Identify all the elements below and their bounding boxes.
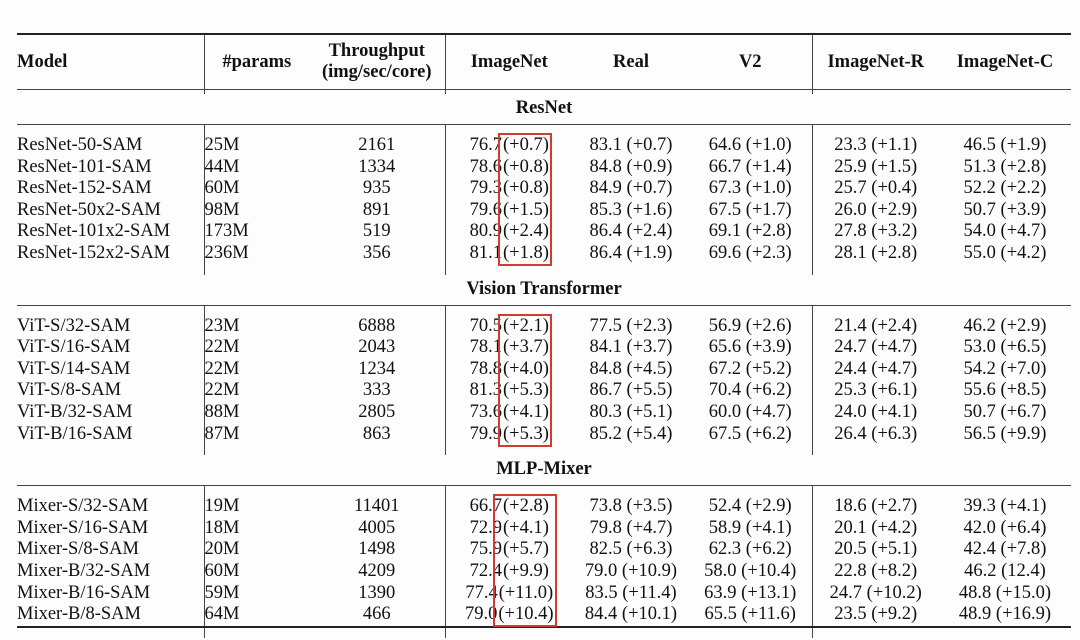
imagenet-value: 80.9 bbox=[469, 221, 502, 242]
spacer-cell bbox=[689, 486, 812, 497]
throughput-line-1: Throughput bbox=[328, 41, 425, 61]
imagenet-r-cell: 28.1 (+2.8) bbox=[834, 242, 918, 263]
results-table bbox=[17, 33, 1071, 638]
v2-cell: 60.0 (+4.7) bbox=[689, 402, 812, 424]
imagenet-r-cell: 20.5 (+5.1) bbox=[834, 539, 918, 560]
v2-cell: 62.3 (+6.2) bbox=[689, 539, 812, 561]
imagenet-value: 79.9 bbox=[469, 423, 502, 444]
model-cell: ResNet-101x2-SAM bbox=[17, 221, 204, 243]
throughput-cell: 4005 bbox=[309, 518, 445, 540]
col-header-model: Model bbox=[17, 34, 204, 90]
imagenet-delta: (+2.1) bbox=[502, 315, 549, 336]
imagenet-delta: (+9.9) bbox=[502, 560, 549, 581]
model-cell: ViT-S/32-SAM bbox=[17, 316, 204, 338]
imagenet-value: 78.8 bbox=[469, 358, 502, 379]
params-cell: 87M bbox=[204, 423, 240, 444]
imagenet-c-cell: 54.0 (+4.7) bbox=[963, 221, 1047, 242]
spacer-cell bbox=[939, 125, 1071, 136]
params-cell: 173M bbox=[204, 221, 249, 242]
model-cell: Mixer-B/16-SAM bbox=[17, 583, 204, 605]
spacer-cell bbox=[445, 125, 573, 136]
imagenet-cell bbox=[445, 200, 573, 222]
spacer-cell bbox=[689, 627, 812, 638]
section-title: MLP-Mixer bbox=[17, 455, 1071, 486]
real-cell: 83.1 (+0.7) bbox=[589, 135, 673, 155]
section-title: ResNet bbox=[17, 94, 1071, 125]
section-row bbox=[17, 275, 1071, 306]
real-cell: 85.3 (+1.6) bbox=[589, 199, 673, 220]
params-cell: 60M bbox=[204, 560, 240, 581]
imagenet-delta: (+0.7) bbox=[502, 135, 549, 155]
v2-cell: 52.4 (+2.9) bbox=[689, 496, 812, 518]
imagenet-cell bbox=[445, 561, 573, 583]
throughput-cell: 4209 bbox=[309, 561, 445, 583]
throughput-cell: 1334 bbox=[309, 157, 445, 179]
real-cell: 80.3 (+5.1) bbox=[589, 401, 673, 422]
imagenet-cell bbox=[445, 337, 573, 359]
imagenet-value: 77.4 bbox=[465, 582, 498, 603]
imagenet-delta: (+4.1) bbox=[502, 401, 549, 422]
v2-cell: 67.2 (+5.2) bbox=[689, 359, 812, 381]
spacer-cell bbox=[445, 445, 573, 455]
model-cell: Mixer-S/32-SAM bbox=[17, 496, 204, 518]
real-cell: 86.7 (+5.5) bbox=[589, 380, 673, 401]
spacer-cell bbox=[309, 445, 445, 455]
imagenet-c-cell: 42.4 (+7.8) bbox=[963, 539, 1047, 560]
spacer-cell bbox=[204, 125, 309, 136]
params-cell: 236M bbox=[204, 242, 249, 263]
real-cell: 84.8 (+4.5) bbox=[589, 358, 673, 379]
imagenet-cell bbox=[445, 221, 573, 243]
col-header-imagenet-c: ImageNet-C bbox=[939, 34, 1071, 90]
imagenet-cell bbox=[445, 178, 573, 200]
model-cell: Mixer-B/8-SAM bbox=[17, 604, 204, 627]
throughput-cell: 2805 bbox=[309, 402, 445, 424]
imagenet-c-cell: 51.3 (+2.8) bbox=[963, 156, 1047, 177]
table-row bbox=[17, 135, 1071, 157]
model-cell: ViT-B/16-SAM bbox=[17, 424, 204, 446]
spacer-cell bbox=[309, 305, 445, 316]
spacer-cell bbox=[17, 305, 204, 316]
imagenet-r-cell: 24.7 (+10.2) bbox=[829, 582, 922, 603]
imagenet-delta: (+2.8) bbox=[502, 496, 549, 517]
params-cell: 88M bbox=[204, 401, 240, 422]
table-row bbox=[17, 316, 1071, 338]
imagenet-delta: (+5.3) bbox=[502, 380, 549, 401]
table-end-gap bbox=[17, 627, 1071, 638]
params-cell: 22M bbox=[204, 358, 240, 379]
imagenet-delta: (+0.8) bbox=[502, 178, 549, 199]
throughput-cell: 356 bbox=[309, 243, 445, 265]
imagenet-delta: (+1.5) bbox=[502, 199, 549, 220]
imagenet-c-cell: 54.2 (+7.0) bbox=[963, 358, 1047, 379]
spacer-cell bbox=[939, 627, 1071, 638]
imagenet-cell bbox=[445, 380, 573, 402]
params-cell: 20M bbox=[204, 539, 240, 560]
table-row bbox=[17, 583, 1071, 605]
throughput-cell: 863 bbox=[309, 424, 445, 446]
real-cell: 77.5 (+2.3) bbox=[589, 315, 673, 336]
imagenet-delta: (+11.0) bbox=[498, 582, 554, 603]
spacer-cell bbox=[573, 445, 689, 455]
imagenet-cell bbox=[445, 496, 573, 518]
imagenet-value: 79.3 bbox=[469, 178, 502, 199]
spacer-cell bbox=[445, 305, 573, 316]
imagenet-r-cell: 25.7 (+0.4) bbox=[834, 178, 918, 199]
model-cell: Mixer-S/16-SAM bbox=[17, 518, 204, 540]
params-cell: 59M bbox=[204, 582, 240, 603]
throughput-cell: 466 bbox=[309, 604, 445, 627]
section-row bbox=[17, 455, 1071, 486]
imagenet-c-cell: 46.5 (+1.9) bbox=[963, 135, 1047, 155]
imagenet-r-cell: 25.3 (+6.1) bbox=[834, 380, 918, 401]
model-cell: ResNet-152-SAM bbox=[17, 178, 204, 200]
spacer-cell bbox=[204, 486, 309, 497]
model-cell: ViT-S/16-SAM bbox=[17, 337, 204, 359]
spacer-cell bbox=[204, 627, 309, 638]
section-gap bbox=[17, 445, 1071, 455]
real-cell: 79.0 (+10.9) bbox=[584, 560, 678, 581]
throughput-cell: 1498 bbox=[309, 539, 445, 561]
throughput-cell: 891 bbox=[309, 200, 445, 222]
model-cell: ViT-S/8-SAM bbox=[17, 380, 204, 402]
table-row bbox=[17, 539, 1071, 561]
throughput-cell: 1390 bbox=[309, 583, 445, 605]
imagenet-c-cell: 39.3 (+4.1) bbox=[963, 496, 1047, 517]
model-cell: ResNet-152x2-SAM bbox=[17, 243, 204, 265]
imagenet-value: 78.1 bbox=[469, 337, 502, 358]
real-cell: 73.8 (+3.5) bbox=[589, 496, 673, 517]
params-cell: 98M bbox=[204, 199, 240, 220]
imagenet-cell bbox=[445, 583, 573, 605]
col-header-throughput bbox=[309, 34, 445, 90]
spacer-cell bbox=[689, 125, 812, 136]
real-cell: 85.2 (+5.4) bbox=[589, 423, 673, 444]
table-row bbox=[17, 518, 1071, 540]
table-body bbox=[17, 90, 1071, 638]
spacer-cell bbox=[689, 445, 812, 455]
imagenet-delta: (+5.7) bbox=[502, 539, 549, 560]
model-cell: ResNet-50x2-SAM bbox=[17, 200, 204, 222]
imagenet-r-cell: 23.3 (+1.1) bbox=[834, 135, 918, 155]
real-cell: 84.1 (+3.7) bbox=[589, 337, 673, 358]
spacer-cell bbox=[939, 486, 1071, 497]
v2-cell: 69.1 (+2.8) bbox=[689, 221, 812, 243]
throughput-cell: 2161 bbox=[309, 135, 445, 157]
v2-cell: 69.6 (+2.3) bbox=[689, 243, 812, 265]
spacer-cell bbox=[812, 445, 939, 455]
table-row bbox=[17, 380, 1071, 402]
params-cell: 19M bbox=[204, 496, 240, 517]
real-cell: 79.8 (+4.7) bbox=[589, 517, 673, 538]
imagenet-c-cell: 50.7 (+6.7) bbox=[963, 401, 1047, 422]
v2-cell: 64.6 (+1.0) bbox=[689, 135, 812, 157]
table-row bbox=[17, 337, 1071, 359]
table-row bbox=[17, 604, 1071, 627]
imagenet-r-cell: 27.8 (+3.2) bbox=[834, 221, 918, 242]
imagenet-cell bbox=[445, 359, 573, 381]
imagenet-c-cell: 53.0 (+6.5) bbox=[963, 337, 1047, 358]
throughput-cell: 1234 bbox=[309, 359, 445, 381]
imagenet-r-cell: 22.8 (+8.2) bbox=[834, 560, 918, 581]
imagenet-value: 73.6 bbox=[469, 401, 502, 422]
col-header-params: #params bbox=[204, 34, 309, 90]
imagenet-cell bbox=[445, 424, 573, 446]
imagenet-delta: (+10.4) bbox=[498, 604, 554, 625]
v2-cell: 67.5 (+6.2) bbox=[689, 424, 812, 446]
imagenet-cell bbox=[445, 402, 573, 424]
v2-cell: 63.9 (+13.1) bbox=[689, 583, 812, 605]
real-cell: 82.5 (+6.3) bbox=[589, 539, 673, 560]
imagenet-r-cell: 24.4 (+4.7) bbox=[834, 358, 918, 379]
params-cell: 44M bbox=[204, 156, 240, 177]
model-cell: ResNet-50-SAM bbox=[17, 135, 204, 157]
params-cell: 60M bbox=[204, 178, 240, 199]
model-cell: Mixer-S/8-SAM bbox=[17, 539, 204, 561]
section-title: Vision Transformer bbox=[17, 275, 1071, 306]
spacer-cell bbox=[309, 265, 445, 275]
imagenet-value: 79.6 bbox=[469, 199, 502, 220]
model-cell: Mixer-B/32-SAM bbox=[17, 561, 204, 583]
imagenet-value: 75.9 bbox=[469, 539, 502, 560]
spacer-cell bbox=[939, 265, 1071, 275]
spacer-cell bbox=[573, 265, 689, 275]
spacer-cell bbox=[445, 265, 573, 275]
imagenet-r-cell: 26.4 (+6.3) bbox=[834, 423, 918, 444]
imagenet-delta: (+1.8) bbox=[502, 242, 549, 263]
imagenet-r-cell: 26.0 (+2.9) bbox=[834, 199, 918, 220]
imagenet-delta: (+0.8) bbox=[502, 156, 549, 177]
table-row bbox=[17, 424, 1071, 446]
section-row bbox=[17, 94, 1071, 125]
v2-cell: 58.9 (+4.1) bbox=[689, 518, 812, 540]
col-header-imagenet-r: ImageNet-R bbox=[812, 34, 939, 90]
imagenet-c-cell: 46.2 (12.4) bbox=[964, 560, 1046, 581]
spacer-cell bbox=[573, 305, 689, 316]
imagenet-c-cell: 48.9 (+16.9) bbox=[939, 604, 1071, 627]
params-cell: 25M bbox=[204, 135, 240, 155]
v2-cell: 65.5 (+11.6) bbox=[689, 604, 812, 627]
imagenet-r-cell: 23.5 (+9.2) bbox=[812, 604, 939, 627]
imagenet-value: 81.3 bbox=[469, 380, 502, 401]
real-cell: 83.5 (+11.4) bbox=[585, 582, 677, 603]
spacer-cell bbox=[204, 305, 309, 316]
throughput-cell: 519 bbox=[309, 221, 445, 243]
spacer-cell bbox=[812, 265, 939, 275]
spacer-cell bbox=[17, 445, 204, 455]
imagenet-c-cell: 56.5 (+9.9) bbox=[963, 423, 1047, 444]
real-cell: 86.4 (+1.9) bbox=[589, 242, 673, 263]
imagenet-cell bbox=[445, 157, 573, 179]
imagenet-cell bbox=[445, 135, 573, 157]
throughput-cell: 333 bbox=[309, 380, 445, 402]
spacer-cell bbox=[309, 486, 445, 497]
throughput-line-2: (img/sec/core) bbox=[321, 62, 432, 82]
table-row bbox=[17, 157, 1071, 179]
imagenet-value: 72.9 bbox=[469, 517, 502, 538]
real-cell: 84.8 (+0.9) bbox=[589, 156, 673, 177]
v2-cell: 67.5 (+1.7) bbox=[689, 200, 812, 222]
params-cell: 18M bbox=[204, 517, 240, 538]
imagenet-c-cell: 48.8 (+15.0) bbox=[958, 582, 1052, 603]
imagenet-r-cell: 21.4 (+2.4) bbox=[834, 315, 918, 336]
imagenet-cell bbox=[445, 604, 573, 627]
section-gap bbox=[17, 486, 1071, 497]
spacer-cell bbox=[812, 486, 939, 497]
table-row bbox=[17, 359, 1071, 381]
spacer-cell bbox=[445, 627, 573, 638]
section-gap bbox=[17, 265, 1071, 275]
throughput-cell: 11401 bbox=[309, 496, 445, 518]
col-header-v2: V2 bbox=[689, 34, 812, 90]
imagenet-value: 78.6 bbox=[469, 156, 502, 177]
spacer-cell bbox=[309, 627, 445, 638]
spacer-cell bbox=[812, 125, 939, 136]
v2-cell: 70.4 (+6.2) bbox=[689, 380, 812, 402]
spacer-cell bbox=[309, 125, 445, 136]
v2-cell: 65.6 (+3.9) bbox=[689, 337, 812, 359]
imagenet-c-cell: 55.0 (+4.2) bbox=[963, 242, 1047, 263]
params-cell: 22M bbox=[204, 337, 240, 358]
spacer-cell bbox=[689, 305, 812, 316]
imagenet-cell bbox=[445, 539, 573, 561]
params-cell: 64M bbox=[204, 604, 309, 627]
imagenet-delta: (+5.3) bbox=[502, 423, 549, 444]
imagenet-value: 66.7 bbox=[469, 496, 502, 517]
v2-cell: 58.0 (+10.4) bbox=[689, 561, 812, 583]
imagenet-value: 79.0 bbox=[464, 604, 498, 625]
table-row bbox=[17, 402, 1071, 424]
v2-cell: 66.7 (+1.4) bbox=[689, 157, 812, 179]
section-gap bbox=[17, 125, 1071, 136]
imagenet-cell bbox=[445, 243, 573, 265]
table-row bbox=[17, 221, 1071, 243]
section-gap bbox=[17, 305, 1071, 316]
real-cell: 84.4 (+10.1) bbox=[573, 604, 689, 627]
imagenet-value: 81.1 bbox=[469, 242, 502, 263]
spacer-cell bbox=[573, 627, 689, 638]
table-row bbox=[17, 200, 1071, 222]
imagenet-delta: (+2.4) bbox=[502, 221, 549, 242]
table-row bbox=[17, 561, 1071, 583]
spacer-cell bbox=[573, 125, 689, 136]
imagenet-r-cell: 18.6 (+2.7) bbox=[834, 496, 918, 517]
spacer-cell bbox=[812, 305, 939, 316]
imagenet-c-cell: 50.7 (+3.9) bbox=[963, 199, 1047, 220]
imagenet-c-cell: 52.2 (+2.2) bbox=[963, 178, 1047, 199]
imagenet-delta: (+3.7) bbox=[502, 337, 549, 358]
spacer-cell bbox=[939, 445, 1071, 455]
table-row bbox=[17, 243, 1071, 265]
model-cell: ViT-B/32-SAM bbox=[17, 402, 204, 424]
spacer-cell bbox=[445, 486, 573, 497]
v2-cell: 67.3 (+1.0) bbox=[689, 178, 812, 200]
imagenet-value: 70.5 bbox=[469, 315, 502, 336]
spacer-cell bbox=[204, 265, 309, 275]
model-cell: ViT-S/14-SAM bbox=[17, 359, 204, 381]
imagenet-cell bbox=[445, 316, 573, 338]
imagenet-delta: (+4.1) bbox=[502, 517, 549, 538]
real-cell: 84.9 (+0.7) bbox=[589, 178, 673, 199]
imagenet-value: 76.7 bbox=[469, 135, 502, 155]
spacer-cell bbox=[17, 627, 204, 638]
spacer-cell bbox=[17, 125, 204, 136]
imagenet-c-cell: 42.0 (+6.4) bbox=[963, 517, 1047, 538]
imagenet-r-cell: 24.0 (+4.1) bbox=[834, 401, 918, 422]
imagenet-r-cell: 25.9 (+1.5) bbox=[834, 156, 918, 177]
table-row bbox=[17, 178, 1071, 200]
spacer-cell bbox=[939, 305, 1071, 316]
params-cell: 23M bbox=[204, 315, 240, 336]
col-header-real: Real bbox=[573, 34, 689, 90]
col-header-imagenet: ImageNet bbox=[445, 34, 573, 90]
spacer-cell bbox=[812, 627, 939, 638]
spacer-cell bbox=[689, 265, 812, 275]
params-cell: 22M bbox=[204, 380, 240, 401]
spacer-cell bbox=[17, 265, 204, 275]
spacer-cell bbox=[17, 486, 204, 497]
spacer-cell bbox=[204, 445, 309, 455]
v2-cell: 56.9 (+2.6) bbox=[689, 316, 812, 338]
model-cell: ResNet-101-SAM bbox=[17, 157, 204, 179]
header-row bbox=[17, 34, 1071, 90]
imagenet-r-cell: 20.1 (+4.2) bbox=[834, 517, 918, 538]
throughput-cell: 6888 bbox=[309, 316, 445, 338]
spacer-cell bbox=[573, 486, 689, 497]
imagenet-r-cell: 24.7 (+4.7) bbox=[834, 337, 918, 358]
imagenet-c-cell: 46.2 (+2.9) bbox=[963, 315, 1047, 336]
throughput-cell: 935 bbox=[309, 178, 445, 200]
imagenet-cell bbox=[445, 518, 573, 540]
table-row bbox=[17, 496, 1071, 518]
imagenet-c-cell: 55.6 (+8.5) bbox=[963, 380, 1047, 401]
real-cell: 86.4 (+2.4) bbox=[589, 221, 673, 242]
imagenet-delta: (+4.0) bbox=[502, 358, 549, 379]
imagenet-value: 72.4 bbox=[469, 560, 502, 581]
throughput-cell: 2043 bbox=[309, 337, 445, 359]
